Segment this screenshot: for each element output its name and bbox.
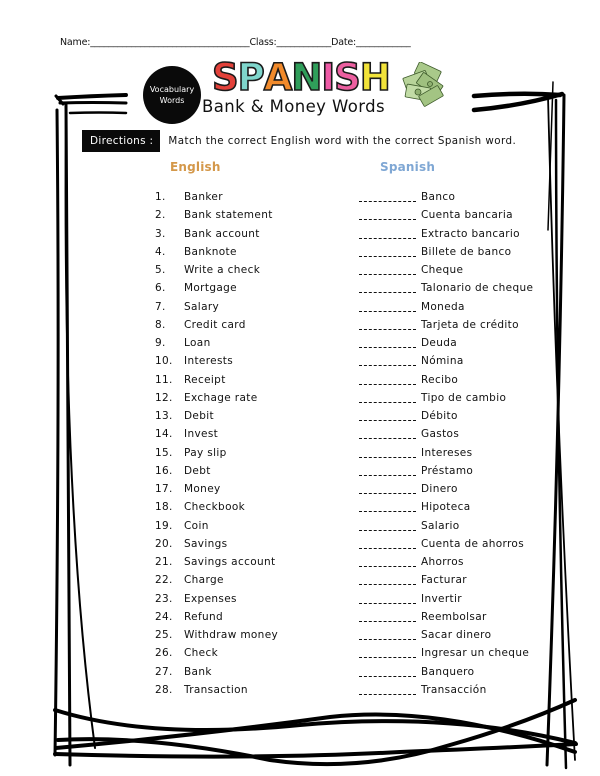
english-word: Interests [184,355,234,368]
list-item [0,206,600,224]
list-item [0,352,600,370]
list-item [0,644,600,662]
spanish-word: Invertir [421,592,462,605]
english-word: Receipt [184,373,226,386]
english-word: Checkbook [184,501,246,514]
spanish-word: Sacar dinero [421,629,492,641]
item-number: 8. [155,318,166,331]
item-number: 3. [155,227,166,240]
spanish-word: Transacción [421,683,487,696]
answer-blank[interactable] [359,644,416,662]
list-item [0,298,600,316]
title-letter: S [212,56,238,99]
date-field[interactable]: Date:____________ [331,37,411,48]
item-number: 17. [155,483,173,495]
answer-blank[interactable] [359,480,416,498]
spanish-word: Reembolsar [421,610,487,623]
spanish-word: Recibo [421,373,459,386]
english-word: Savings [184,537,228,550]
item-number: 24. [155,610,173,623]
list-item [0,462,600,480]
item-number: 15. [155,446,173,459]
badge-line-1: Vocabulary [149,85,195,94]
spanish-word: Billete de banco [421,245,512,258]
english-word: Withdraw money [184,629,279,641]
list-item [0,663,600,681]
answer-blank[interactable] [359,444,416,462]
item-number: 21. [155,556,173,568]
item-number: 11. [155,373,173,386]
item-number: 23. [155,592,173,605]
answer-blank[interactable] [359,462,416,480]
spanish-word: Tipo de cambio [421,391,507,404]
english-word: Mortgage [184,282,237,295]
directions-label: Directions : [82,130,160,152]
item-number: 6. [155,282,166,295]
english-word: Loan [184,337,211,349]
item-number: 28. [155,683,173,696]
answer-blank[interactable] [359,316,416,334]
answer-blank[interactable] [359,517,416,535]
directions-text: Match the correct English word with the correct Spanish word. [168,135,517,147]
title-letter: A [263,56,292,99]
answer-blank[interactable] [359,279,416,297]
item-number: 14. [155,428,173,441]
list-item [0,225,600,243]
title-letter: S [334,56,360,99]
item-number: 7. [155,300,166,313]
spanish-word: Tarjeta de crédito [421,318,519,331]
list-item [0,480,600,498]
spanish-word: Gastos [421,428,460,441]
answer-blank[interactable] [359,608,416,626]
item-number: 9. [155,337,166,349]
english-word: Bank [184,665,212,678]
english-word: Pay slip [184,446,227,459]
spanish-word: Ahorros [421,556,464,568]
english-word: Exchage rate [184,391,258,404]
answer-blank[interactable] [359,407,416,425]
spanish-word: Hipoteca [421,501,471,514]
english-word: Banknote [184,245,237,258]
english-word: Bank account [184,227,260,240]
title-letter: P [237,56,264,99]
spanish-word: Dinero [421,483,458,495]
answer-blank[interactable] [359,590,416,608]
english-word: Charge [184,574,224,587]
english-word: Check [184,647,219,660]
list-item [0,626,600,644]
english-word: Debt [184,464,211,477]
list-item [0,553,600,571]
spanish-word: Banco [421,191,456,203]
item-number: 22. [155,574,173,587]
english-word: Banker [184,191,223,203]
vocabulary-words-badge [143,66,201,124]
answer-blank[interactable] [359,535,416,553]
spanish-word: Talonario de cheque [421,282,534,295]
title-letter: I [321,56,335,99]
spanish-word: Débito [421,410,458,422]
english-word: Money [184,483,221,495]
answer-blank[interactable] [359,188,416,206]
spanish-word: Intereses [421,446,473,459]
item-number: 19. [155,519,173,532]
spanish-word: Banquero [421,665,475,678]
answer-blank[interactable] [359,371,416,389]
list-item [0,498,600,516]
title-letter: H [359,56,390,99]
badge-line-2: Words [159,96,185,105]
answer-blank[interactable] [359,261,416,279]
answer-blank[interactable] [359,352,416,370]
list-item [0,279,600,297]
student-info-line [60,37,550,48]
money-cash-icon [398,62,448,108]
spanish-word: Deuda [421,337,458,349]
list-item [0,517,600,535]
answer-blank[interactable] [359,626,416,644]
answer-blank[interactable] [359,298,416,316]
spanish-column-header: Spanish [380,160,436,174]
list-item [0,334,600,352]
item-number: 4. [155,245,166,258]
list-item [0,681,600,699]
spanish-word: Cuenta de ahorros [421,537,525,550]
spanish-word: Facturar [421,574,467,587]
english-column-header: English [170,160,221,174]
english-word: Salary [184,300,220,313]
english-word: Invest [184,428,219,441]
title-letter: N [291,56,322,99]
item-number: 18. [155,501,173,514]
english-word: Debit [184,410,214,422]
directions-row [82,130,542,152]
item-number: 10. [155,355,173,368]
answer-blank[interactable] [359,334,416,352]
name-field[interactable]: Name:___________________________________ [60,37,250,48]
english-word: Bank statement [184,209,273,222]
answer-blank[interactable] [359,498,416,516]
list-item [0,608,600,626]
list-item [0,261,600,279]
item-number: 25. [155,629,173,641]
list-item [0,425,600,443]
item-number: 16. [155,464,173,477]
list-item [0,407,600,425]
answer-blank[interactable] [359,425,416,443]
class-field[interactable]: Class:____________ [249,37,332,48]
spanish-word: Extracto bancario [421,227,520,240]
answer-blank[interactable] [359,389,416,407]
list-item [0,389,600,407]
spanish-word: Moneda [421,300,465,313]
item-number: 20. [155,537,173,550]
english-word: Refund [184,610,224,623]
item-number: 12. [155,391,173,404]
english-word: Coin [184,519,209,532]
english-word: Savings account [184,556,276,568]
item-number: 13. [155,410,173,422]
answer-blank[interactable] [359,571,416,589]
list-item [0,535,600,553]
item-number: 5. [155,264,166,276]
list-item [0,243,600,261]
spanish-word: Cuenta bancaria [421,209,513,222]
spanish-word: Nómina [421,355,464,368]
answer-blank[interactable] [359,225,416,243]
answer-blank[interactable] [359,243,416,261]
spanish-word: Préstamo [421,464,474,477]
answer-blank[interactable] [359,663,416,681]
answer-blank[interactable] [359,553,416,571]
answer-blank[interactable] [359,206,416,224]
english-word: Expenses [184,592,237,605]
item-number: 2. [155,209,166,222]
item-number: 26. [155,647,173,660]
item-number: 1. [155,191,166,203]
spanish-word: Salario [421,519,460,532]
item-number: 27. [155,665,173,678]
list-item [0,316,600,334]
english-word: Credit card [184,318,246,331]
answer-blank[interactable] [359,681,416,699]
spanish-word: Ingresar un cheque [421,647,530,660]
page-subtitle: Bank & Money Words [202,97,385,116]
list-item [0,188,600,206]
english-word: Write a check [184,264,261,276]
list-item [0,590,600,608]
list-item [0,371,600,389]
english-word: Transaction [184,683,248,696]
list-item [0,571,600,589]
list-item [0,444,600,462]
page-title [212,58,390,98]
spanish-word: Cheque [421,264,464,276]
